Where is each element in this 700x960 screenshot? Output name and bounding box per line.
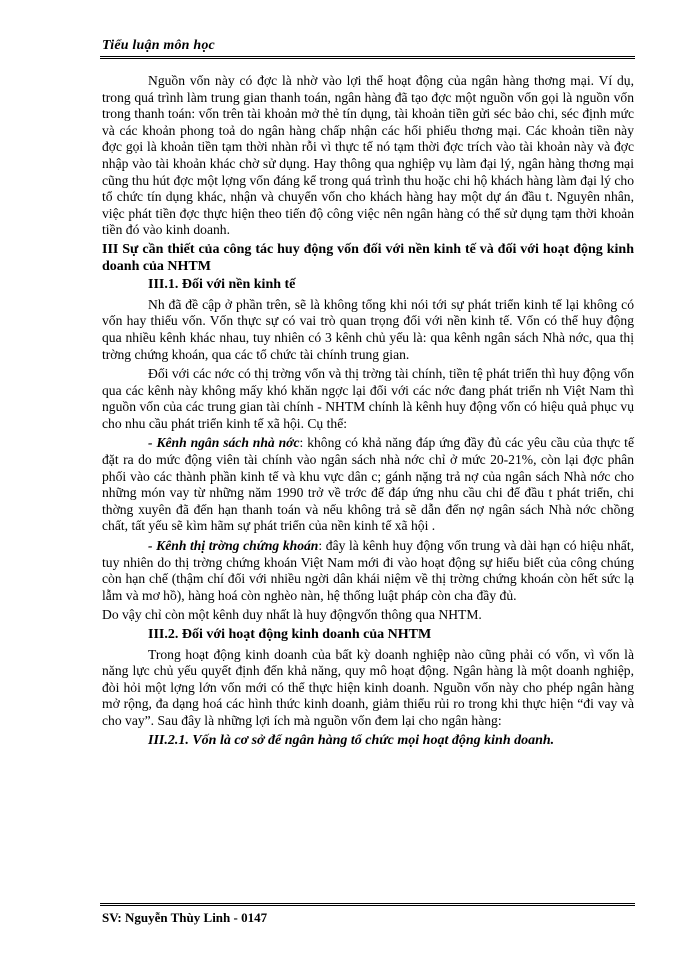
paragraph: Trong hoạt động kinh doanh của bất kỳ doanh nghiệp nào cũng phải có vốn, vì vốn là năng lực chủ yếu quyết định đến khả năng, quy mô hoạt động. Ngân hàng là một doanh nghiệp, đòi hỏi một lợng lớn vốn mới có thể thực hiện kinh doanh. Nguồn vốn này cho phép ngân hàng mở rộng, đa dạng hoá các hình thức kinh doanh, giảm thiểu rủi ro trong khi thực hiện “đi vay và cho vay”. Sau đây là những lợi ích mà nguồn vốn đem lại cho ngân hàng:	[102, 646, 634, 728]
footer-divider	[100, 903, 635, 906]
subsection-heading: III.2. Đối với hoạt động kinh doanh của NHTM	[148, 627, 432, 642]
paragraph-text: : không có khả năng đáp ứng đầy đủ các yêu cầu của thực tế đặt ra do mức động viên tài chính vào ngân sách nhà nớc chỉ ở mức 20-21%, còn lại đợc phân phối vào các thành phần kinh tế và khu vực dân c; gánh nặng trả nợ của ngân sách Nhà nớc cho những món vay từ những năm 1990 trở về trớc để đáp ứng nhu cầu chi để đầu t phát triển, chi thờng xuyên đã đến hạn thanh toán và nếu không trả sẽ dẫn đến nợ ngân sách Nhà nớc chồng chất, tất yếu sẽ kìm hãm sự phát triển của nền kinh tế xã hội .	[102, 435, 634, 534]
emphasis-label: - Kênh thị trờng chứng khoán	[148, 538, 319, 554]
paragraph: Do vậy chỉ còn một kênh duy nhất là huy độngvốn thông qua NHTM.	[102, 607, 482, 623]
footer-author: SV: Nguyễn Thùy Linh - 0147	[102, 910, 268, 925]
emphasis-label: - Kênh ngân sách nhà nớc	[148, 435, 300, 451]
subsection-heading: III.1. Đối với nền kinh tế	[148, 277, 296, 293]
document-body	[102, 73, 634, 752]
paragraph	[102, 435, 634, 535]
paragraph	[102, 538, 634, 604]
paragraph-text: : đây là kênh huy động vốn trung và dài hạn có hiệu nhất, tuy nhiên do thị trờng chứng khoán Việt Nam mới đi vào hoạt động sự hiểu biết của công chúng còn hạn chế (thậm chí đối với nhiều ngời dân khái niệm về thị trờng chứng khoán còn hết sức lạ lẫm và mơ hồ), hàng hoá còn nghèo nàn, hệ thống luật pháp còn cha đầy đủ.	[102, 538, 634, 603]
paragraph: Nh đã đề cập ở phần trên, sẽ là không tổng khi nói tới sự phát triển kinh tế lại không có vốn hay thiếu vốn. Vốn thực sự có vai trò quan trọng đối với nền kinh tế. Vốn có thể huy động qua nhiều kênh khác nhau, tuy nhiên có 3 kênh chủ yếu là: qua kênh ngân sách Nhà nớc, qua thị trờng chứng khoán, qua các tổ chức tài chính trung gian.	[102, 296, 634, 362]
header-divider	[100, 56, 635, 59]
section-heading: III Sự cần thiết của công tác huy động vốn đối với nền kinh tế và đối với hoạt động kinh doanh của NHTM	[102, 241, 634, 274]
header-title: Tiểu luận môn học	[102, 38, 215, 53]
paragraph: Nguồn vốn này có đợc là nhờ vào lợi thế hoạt động của ngân hàng thơng mại. Ví dụ, trong quá trình làm trung gian thanh toán, ngân hàng đã tạo đợc một nguồn vốn gọi là nguồn vốn trong thanh toán: vốn trên tài khoản mở thẻ tín dụng, tài khoản tiền gửi séc bảo chi, séc định mức và các khoản phong toả do ngân hàng chấp nhận các hối phiếu thơng mại. Các khoản tiền này đợc gọi là khoản tiền tạm thời nhàn rỗi vì thực tế nó tạm thời đợc trích vào tài khoản này và đợc nhập vào tài khoản khác chờ sử dụng. Hay thông qua nghiệp vụ làm đại lý, ngân hàng thơng mại cũng thu hút đợc một lợng vốn đáng kể trong quá trình thu hoặc chi hộ khách hàng làm đại lý cho tổ chức tín dụng khác, nhận và chuyển vốn cho khách hàng hay một dự án đầu t. Nguyên nhân, việc phát tiền đợc thực hiện theo tiến độ công việc nên ngân hàng có thể sử dụng tạm thời khoản tiền đó vào kinh doanh.	[102, 73, 634, 238]
paragraph: Đối với các nớc có thị trờng vốn và thị trờng tài chính, tiền tệ phát triển thì huy động vốn qua các kênh này không mấy khó khăn ngợc lại đối với các nớc đang phát triển nh Việt Nam thì nguồn vốn của các trung gian tài chính - NHTM chính là kênh huy động vốn có hiệu quả phục vụ cho nhu cầu phát triển kinh tế xã hội. Cụ thể:	[102, 366, 634, 431]
subsubsection-heading: III.2.1. Vốn là cơ sở để ngân hàng tổ chức mọi hoạt động kinh doanh.	[148, 732, 555, 748]
